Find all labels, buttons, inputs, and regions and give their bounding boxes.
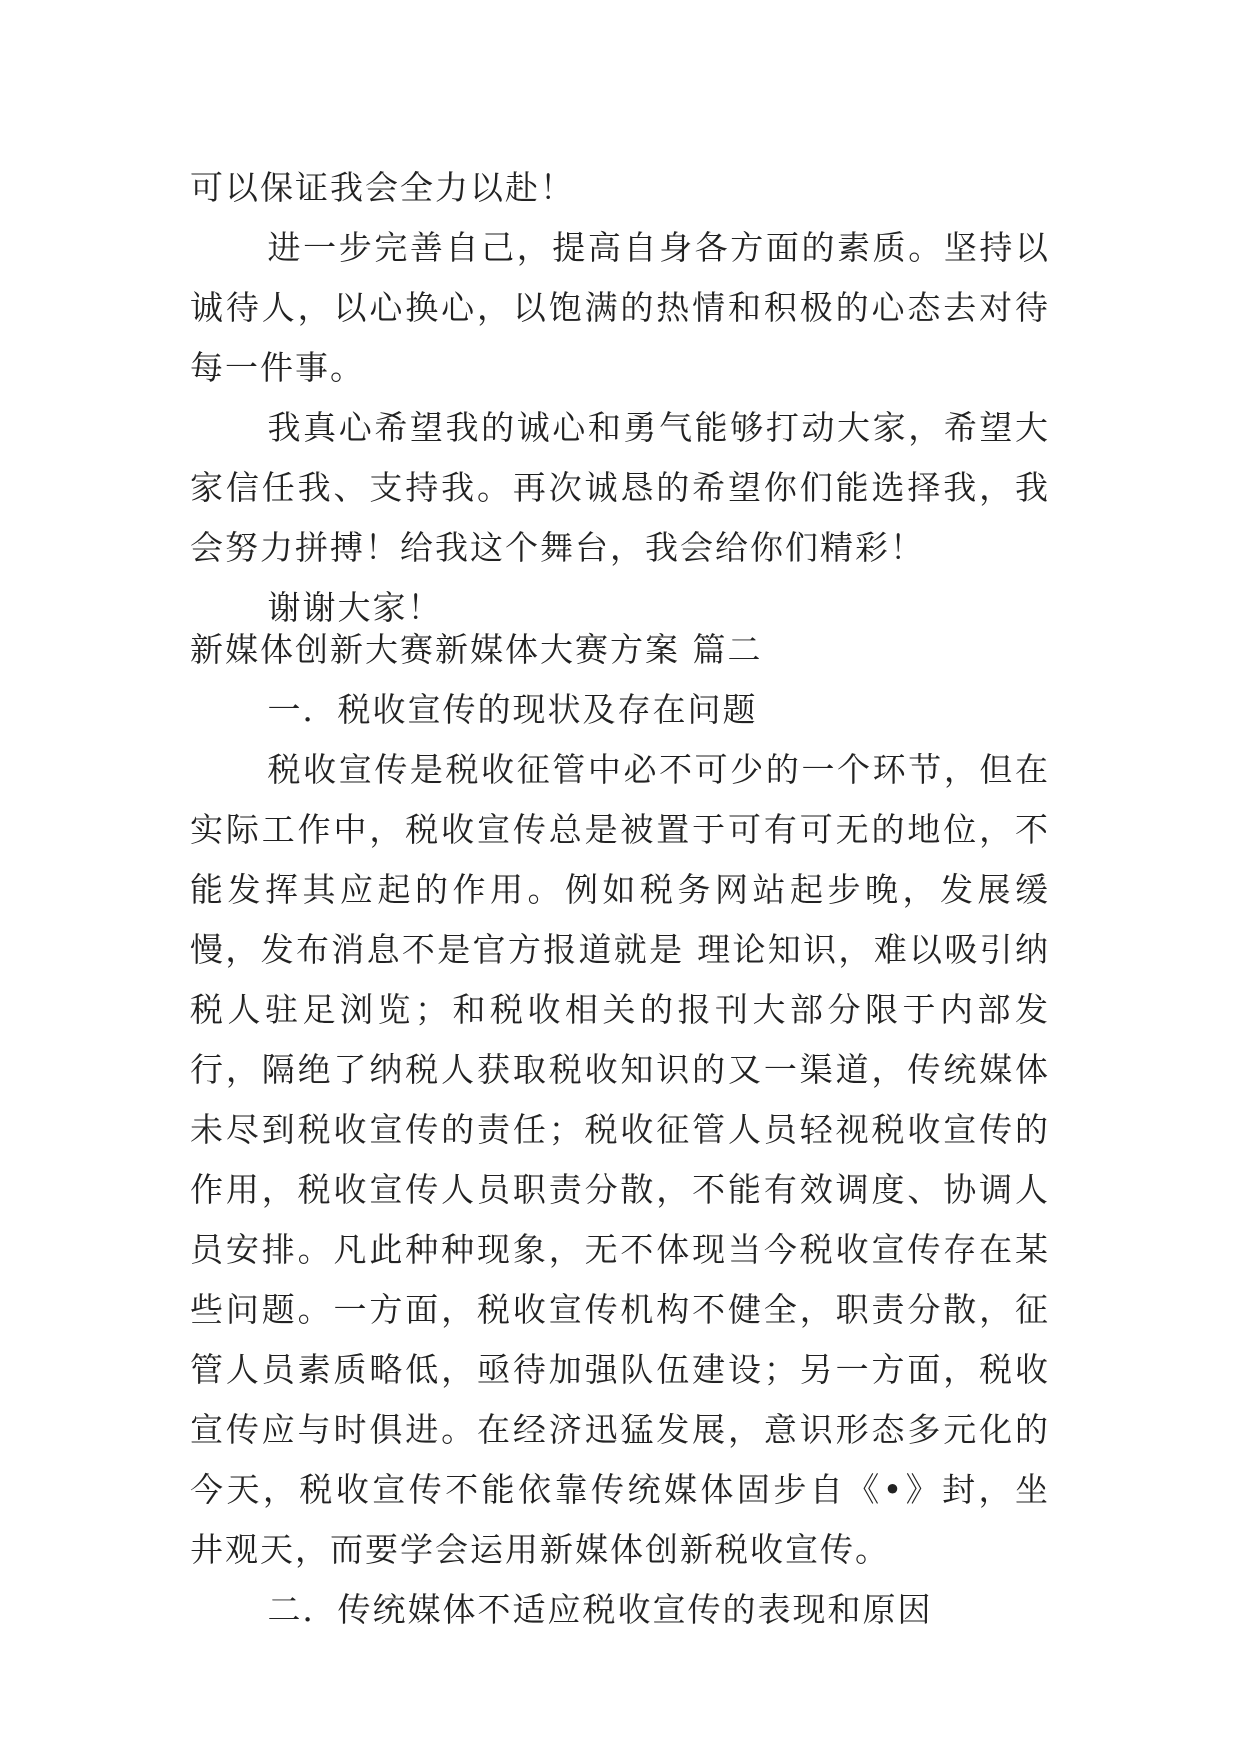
subheading-traditional-media: 二．传统媒体不适应税收宣传的表现和原因 [267,1590,933,1629]
section-tax-publicity [190,620,1050,1640]
paragraph-tax-publicity-body: 税收宣传是税收征管中必不可少的一个环节，但在实际工作中，税收宣传总是被置于可有可无的地位，不能发挥其应起的作用。例如税务网站起步晚，发展缓慢，发布消息不是官方报道就是 理论知识，难以吸引纳税人驻足浏览；和税收相关的报刊大部分限于内部发行，隔绝了纳税人获取税收知识的又一渠道，传统媒体未尽到税收宣传的责任；税收征管人员轻视税收宣传的作用，税收宣传人员职责分散，不能有效调度、协调人员安排。凡此种种现象，无不体现当今税收宣传存在某些问题。一方面，税收宣传机构不健全，职责分散，征管人员素质略低，亟待加强队伍建设；另一方面，税收宣传应与时俱进。在经济迅猛发展，意识形态多元化的今天，税收宣传不能依靠传统媒体固步自《•》封，坐井观天，而要学会运用新媒体创新税收宣传。 [190,750,1050,1569]
section-title: 新媒体创新大赛新媒体大赛方案 篇二 [190,630,763,669]
paragraph-thanks: 谢谢大家！ [267,588,443,627]
paragraph-continuation: 可以保证我会全力以赴！ [190,168,575,207]
section-speech-ending [190,158,1050,638]
paragraph-appeal: 我真心希望我的诚心和勇气能够打动大家，希望大家信任我、支持我。再次诚恳的希望你们能选择我，我会努力拼搏！给我这个舞台，我会给你们精彩！ [190,408,1050,567]
subheading-current-status: 一．税收宣传的现状及存在问题 [267,690,758,729]
paragraph-self-improvement: 进一步完善自己，提高自身各方面的素质。坚持以诚待人，以心换心，以饱满的热情和积极的心态去对待每一件事。 [190,228,1050,387]
